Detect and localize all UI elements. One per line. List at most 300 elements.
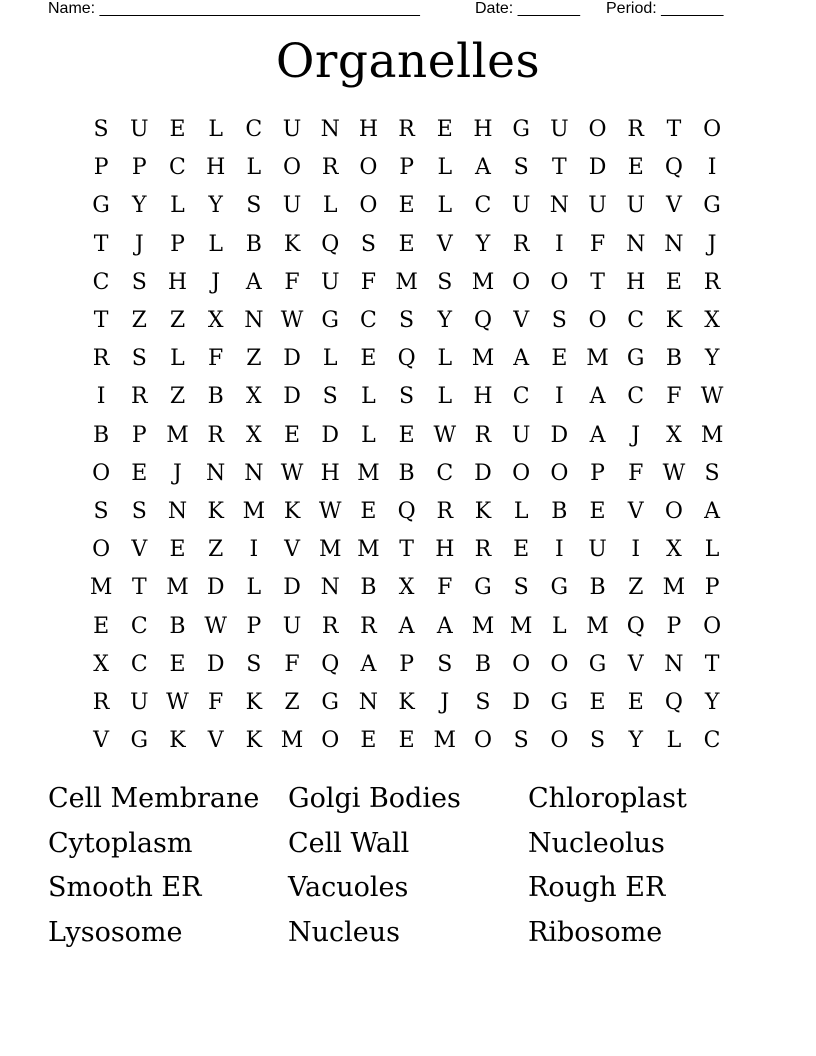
grid-row bbox=[82, 684, 732, 722]
grid-letter[interactable]: G bbox=[588, 651, 607, 677]
grid-letter[interactable]: M bbox=[586, 613, 609, 639]
grid-letter[interactable]: Z bbox=[131, 308, 147, 334]
grid-row bbox=[82, 455, 732, 493]
grid-letter[interactable]: I bbox=[554, 537, 564, 563]
grid-letter[interactable]: S bbox=[360, 231, 376, 257]
grid-letter[interactable]: E bbox=[360, 728, 377, 754]
grid-letter[interactable]: E bbox=[360, 346, 377, 372]
grid-letter[interactable]: Y bbox=[208, 193, 223, 219]
grid-letter[interactable]: S bbox=[93, 498, 109, 524]
grid-letter[interactable]: W bbox=[700, 384, 724, 410]
grid-letter[interactable]: K bbox=[474, 498, 492, 524]
grid-letter[interactable]: G bbox=[512, 117, 530, 143]
grid-letter[interactable]: M bbox=[586, 346, 609, 372]
grid-letter[interactable]: E bbox=[398, 231, 415, 257]
grid-letter[interactable]: U bbox=[282, 613, 302, 639]
grid-letter[interactable]: E bbox=[398, 193, 415, 219]
grid-letter[interactable]: L bbox=[361, 384, 376, 410]
grid-letter[interactable]: Y bbox=[132, 193, 147, 219]
grid-letter[interactable]: U bbox=[282, 193, 302, 219]
grid-letter[interactable]: V bbox=[513, 308, 530, 334]
grid-letter[interactable]: X bbox=[246, 384, 262, 410]
grid-letter[interactable]: P bbox=[170, 231, 185, 257]
grid-letter[interactable]: P bbox=[399, 651, 414, 677]
grid-letter[interactable]: T bbox=[666, 117, 682, 143]
grid-letter[interactable]: S bbox=[246, 193, 262, 219]
grid-letter[interactable]: H bbox=[473, 117, 493, 143]
grid-letter[interactable]: H bbox=[626, 269, 646, 295]
date-field[interactable]: Date: _______ bbox=[475, 0, 580, 17]
grid-letter[interactable]: S bbox=[437, 651, 453, 677]
grid-letter[interactable]: R bbox=[321, 155, 339, 181]
grid-letter[interactable]: C bbox=[130, 613, 148, 639]
grid-letter[interactable]: V bbox=[436, 231, 453, 257]
grid-letter[interactable]: C bbox=[474, 193, 492, 219]
grid-letter[interactable]: F bbox=[666, 384, 682, 410]
grid-letter[interactable]: Q bbox=[473, 308, 492, 334]
grid-letter[interactable]: R bbox=[474, 537, 492, 563]
grid-letter[interactable]: Z bbox=[628, 575, 644, 601]
grid-letter[interactable]: E bbox=[169, 537, 186, 563]
grid-letter[interactable]: E bbox=[284, 422, 301, 448]
grid-letter[interactable]: I bbox=[249, 537, 259, 563]
grid-letter[interactable]: E bbox=[627, 689, 644, 715]
grid-letter[interactable]: O bbox=[359, 155, 378, 181]
grid-letter[interactable]: D bbox=[321, 422, 340, 448]
grid-letter[interactable]: E bbox=[360, 498, 377, 524]
grid-letter[interactable]: N bbox=[244, 460, 264, 486]
grid-letter[interactable]: A bbox=[360, 651, 377, 677]
grid-letter[interactable]: N bbox=[320, 575, 340, 601]
grid-letter[interactable]: S bbox=[513, 155, 529, 181]
grid-letter[interactable]: G bbox=[321, 308, 339, 334]
grid-letter[interactable]: W bbox=[204, 613, 227, 639]
grid-letter[interactable]: G bbox=[550, 575, 569, 601]
grid-letter[interactable]: D bbox=[283, 384, 301, 410]
grid-letter[interactable]: G bbox=[474, 575, 492, 601]
grid-letter[interactable]: B bbox=[169, 613, 186, 639]
period-field[interactable]: Period: _______ bbox=[606, 0, 724, 17]
grid-letter[interactable]: H bbox=[473, 384, 493, 410]
grid-letter[interactable]: G bbox=[703, 193, 721, 219]
grid-letter[interactable]: O bbox=[512, 269, 531, 295]
grid-letter[interactable]: C bbox=[703, 728, 721, 754]
grid-letter[interactable]: A bbox=[436, 613, 453, 639]
word-bank-item: Smooth ER bbox=[48, 872, 202, 904]
grid-letter[interactable]: M bbox=[318, 537, 342, 563]
grid-letter[interactable]: X bbox=[666, 422, 682, 448]
grid-letter[interactable]: J bbox=[211, 269, 221, 295]
grid-letter[interactable]: T bbox=[552, 155, 567, 181]
grid-letter[interactable]: B bbox=[551, 498, 568, 524]
grid-letter[interactable]: M bbox=[433, 728, 457, 754]
grid-letter[interactable]: S bbox=[589, 728, 606, 754]
grid-letter[interactable]: J bbox=[173, 460, 182, 486]
grid-letter[interactable]: D bbox=[550, 422, 569, 448]
grid-letter[interactable]: F bbox=[360, 269, 377, 295]
grid-letter[interactable]: K bbox=[207, 498, 224, 524]
grid-letter[interactable]: J bbox=[440, 689, 450, 715]
grid-letter[interactable]: N bbox=[664, 651, 684, 677]
grid-letter[interactable]: M bbox=[357, 460, 380, 486]
grid-letter[interactable]: S bbox=[131, 498, 147, 524]
grid-letter[interactable]: M bbox=[471, 346, 495, 372]
grid-letter[interactable]: B bbox=[474, 651, 492, 677]
grid-letter[interactable]: A bbox=[475, 155, 491, 181]
word-bank-item: Nucleus bbox=[288, 916, 400, 948]
grid-letter[interactable]: H bbox=[167, 269, 188, 295]
grid-letter[interactable]: E bbox=[169, 117, 186, 143]
grid-letter[interactable]: O bbox=[550, 728, 569, 754]
grid-letter[interactable]: V bbox=[93, 728, 110, 754]
grid-letter[interactable]: B bbox=[665, 346, 682, 372]
grid-letter[interactable]: B bbox=[398, 460, 415, 486]
word-bank bbox=[48, 777, 768, 955]
grid-letter[interactable]: U bbox=[550, 117, 569, 143]
grid-letter[interactable]: U bbox=[511, 193, 531, 219]
grid-letter[interactable]: O bbox=[473, 728, 492, 754]
grid-letter[interactable]: N bbox=[320, 117, 340, 143]
grid-letter[interactable]: M bbox=[166, 575, 189, 601]
grid-letter[interactable]: Y bbox=[475, 231, 491, 257]
grid-letter[interactable]: I bbox=[96, 384, 106, 410]
grid-letter[interactable]: F bbox=[589, 231, 606, 257]
grid-letter[interactable]: O bbox=[588, 308, 607, 334]
grid-letter[interactable]: S bbox=[131, 346, 147, 372]
grid-letter[interactable]: D bbox=[588, 155, 607, 181]
grid-letter[interactable]: L bbox=[437, 155, 453, 181]
grid-letter[interactable]: T bbox=[704, 651, 720, 677]
grid-letter[interactable]: Q bbox=[321, 231, 340, 257]
grid-letter[interactable]: G bbox=[321, 689, 339, 715]
grid-letter[interactable]: P bbox=[399, 155, 414, 181]
grid-letter[interactable]: G bbox=[130, 728, 149, 754]
grid-letter[interactable]: N bbox=[358, 689, 379, 715]
grid-letter[interactable]: N bbox=[664, 231, 684, 257]
grid-letter[interactable]: U bbox=[320, 269, 340, 295]
grid-letter[interactable]: F bbox=[437, 575, 453, 601]
grid-letter[interactable]: U bbox=[130, 689, 149, 715]
grid-letter[interactable]: R bbox=[703, 269, 721, 295]
grid-letter[interactable]: Q bbox=[321, 651, 340, 677]
grid-letter[interactable]: I bbox=[631, 537, 641, 563]
grid-letter[interactable]: X bbox=[207, 308, 224, 334]
grid-letter[interactable]: O bbox=[703, 613, 722, 639]
grid-row bbox=[82, 569, 732, 607]
grid-letter[interactable]: W bbox=[318, 498, 342, 524]
grid-letter[interactable]: M bbox=[89, 575, 113, 601]
grid-letter[interactable]: B bbox=[93, 422, 110, 448]
grid-letter[interactable]: S bbox=[475, 689, 491, 715]
grid-letter[interactable]: A bbox=[589, 384, 606, 410]
grid-letter[interactable]: V bbox=[665, 193, 682, 219]
grid-letter[interactable]: E bbox=[131, 460, 148, 486]
grid-letter[interactable]: D bbox=[206, 651, 225, 677]
grid-letter[interactable]: M bbox=[471, 269, 495, 295]
grid-letter[interactable]: X bbox=[93, 651, 109, 677]
grid-letter[interactable]: T bbox=[399, 537, 414, 563]
grid-letter[interactable]: M bbox=[395, 269, 418, 295]
grid-letter[interactable]: S bbox=[513, 728, 529, 754]
grid-letter[interactable]: I bbox=[554, 384, 564, 410]
grid-letter[interactable]: K bbox=[245, 728, 263, 754]
grid-letter[interactable]: J bbox=[707, 231, 717, 257]
grid-letter[interactable]: K bbox=[169, 728, 186, 754]
grid-letter[interactable]: O bbox=[588, 117, 607, 143]
grid-letter[interactable]: D bbox=[206, 575, 225, 601]
grid-letter[interactable]: P bbox=[666, 613, 682, 639]
grid-letter[interactable]: K bbox=[665, 308, 683, 334]
grid-letter[interactable]: L bbox=[170, 346, 185, 372]
grid-letter[interactable]: J bbox=[631, 422, 641, 448]
grid-letter[interactable]: N bbox=[167, 498, 188, 524]
grid-letter[interactable]: R bbox=[512, 231, 530, 257]
grid-letter[interactable]: E bbox=[169, 651, 186, 677]
grid-letter[interactable]: M bbox=[700, 422, 724, 448]
grid-letter[interactable]: C bbox=[359, 308, 377, 334]
grid-letter[interactable]: C bbox=[512, 384, 530, 410]
grid-letter[interactable]: S bbox=[93, 117, 109, 143]
grid-letter[interactable]: G bbox=[92, 193, 110, 219]
grid-letter[interactable]: O bbox=[92, 537, 111, 563]
grid-letter[interactable]: R bbox=[321, 613, 339, 639]
grid-letter[interactable]: Z bbox=[284, 689, 300, 715]
grid-letter[interactable]: L bbox=[322, 193, 338, 219]
grid-letter[interactable]: L bbox=[437, 346, 453, 372]
grid-letter[interactable]: R bbox=[474, 422, 492, 448]
grid-letter[interactable]: S bbox=[399, 308, 415, 334]
grid-letter[interactable]: T bbox=[93, 308, 109, 334]
grid-letter[interactable]: F bbox=[284, 651, 300, 677]
grid-letter[interactable]: C bbox=[627, 308, 645, 334]
grid-letter[interactable]: M bbox=[471, 613, 495, 639]
grid-letter[interactable]: R bbox=[360, 613, 377, 639]
grid-letter[interactable]: B bbox=[589, 575, 606, 601]
grid-letter[interactable]: R bbox=[92, 346, 110, 372]
grid-letter[interactable]: C bbox=[130, 651, 148, 677]
grid-row bbox=[82, 607, 732, 645]
grid-letter[interactable]: Q bbox=[664, 155, 683, 181]
grid-letter[interactable]: Q bbox=[397, 346, 416, 372]
grid-letter[interactable]: K bbox=[245, 689, 263, 715]
grid-letter[interactable]: E bbox=[513, 537, 530, 563]
grid-letter[interactable]: L bbox=[361, 422, 376, 448]
grid-letter[interactable]: B bbox=[360, 575, 377, 601]
grid-letter[interactable]: E bbox=[665, 269, 682, 295]
grid-letter[interactable]: P bbox=[704, 575, 720, 601]
grid-letter[interactable]: X bbox=[246, 422, 262, 448]
grid-letter[interactable]: C bbox=[627, 384, 645, 410]
grid-letter[interactable]: V bbox=[284, 537, 300, 563]
grid-letter[interactable]: M bbox=[357, 537, 380, 563]
grid-letter[interactable]: A bbox=[589, 422, 606, 448]
grid-row bbox=[82, 302, 732, 340]
grid-letter[interactable]: S bbox=[399, 384, 415, 410]
grid-letter[interactable]: V bbox=[627, 498, 644, 524]
grid-letter[interactable]: E bbox=[551, 346, 568, 372]
grid-letter[interactable]: M bbox=[242, 498, 266, 524]
grid-letter[interactable]: S bbox=[704, 460, 720, 486]
grid-letter[interactable]: O bbox=[703, 117, 722, 143]
grid-letter[interactable]: L bbox=[246, 575, 262, 601]
grid-letter[interactable]: M bbox=[662, 575, 686, 601]
name-field[interactable]: Name: ____________________________________ bbox=[48, 0, 420, 17]
grid-letter[interactable]: P bbox=[246, 613, 262, 639]
grid-letter[interactable]: L bbox=[208, 231, 223, 257]
grid-letter[interactable]: O bbox=[550, 651, 569, 677]
grid-letter[interactable]: G bbox=[550, 689, 569, 715]
grid-letter[interactable]: K bbox=[283, 231, 301, 257]
grid-letter[interactable]: U bbox=[130, 117, 149, 143]
grid-letter[interactable]: F bbox=[208, 346, 224, 372]
grid-letter[interactable]: T bbox=[131, 575, 147, 601]
grid-letter[interactable]: C bbox=[92, 269, 110, 295]
grid-letter[interactable]: W bbox=[662, 460, 686, 486]
grid-letter[interactable]: E bbox=[589, 689, 606, 715]
grid-letter[interactable]: P bbox=[93, 155, 109, 181]
grid-letter[interactable]: L bbox=[704, 537, 720, 563]
grid-letter[interactable]: L bbox=[666, 728, 682, 754]
grid-letter[interactable]: L bbox=[437, 384, 453, 410]
grid-letter[interactable]: H bbox=[206, 155, 226, 181]
grid-letter[interactable]: J bbox=[134, 231, 144, 257]
grid-letter[interactable]: E bbox=[627, 155, 644, 181]
grid-letter[interactable]: S bbox=[322, 384, 338, 410]
grid-letter[interactable]: Z bbox=[246, 346, 262, 372]
grid-letter[interactable]: W bbox=[433, 422, 457, 448]
grid-letter[interactable]: K bbox=[283, 498, 301, 524]
grid-letter[interactable]: L bbox=[513, 498, 529, 524]
grid-letter[interactable]: C bbox=[245, 117, 263, 143]
grid-letter[interactable]: R bbox=[436, 498, 454, 524]
grid-letter[interactable]: G bbox=[626, 346, 645, 372]
grid-letter[interactable]: F bbox=[284, 269, 300, 295]
grid-letter[interactable]: X bbox=[704, 308, 720, 334]
grid-letter[interactable]: R bbox=[207, 422, 224, 448]
grid-letter[interactable]: H bbox=[435, 537, 455, 563]
grid-letter[interactable]: C bbox=[436, 460, 454, 486]
grid-letter[interactable]: L bbox=[170, 193, 185, 219]
grid-letter[interactable]: K bbox=[398, 689, 415, 715]
grid-letter[interactable]: O bbox=[283, 155, 302, 181]
grid-letter[interactable]: Y bbox=[704, 689, 720, 715]
grid-letter[interactable]: V bbox=[627, 651, 644, 677]
grid-letter[interactable]: P bbox=[131, 422, 147, 448]
grid-letter[interactable]: O bbox=[359, 193, 378, 219]
grid-letter[interactable]: C bbox=[169, 155, 186, 181]
grid-letter[interactable]: X bbox=[398, 575, 415, 601]
grid-letter[interactable]: S bbox=[437, 269, 453, 295]
grid-letter[interactable]: W bbox=[166, 689, 189, 715]
grid-letter[interactable]: D bbox=[512, 689, 530, 715]
grid-letter[interactable]: W bbox=[280, 460, 304, 486]
grid-letter[interactable]: T bbox=[93, 231, 109, 257]
grid-letter[interactable]: A bbox=[704, 498, 721, 524]
grid-letter[interactable]: U bbox=[282, 117, 302, 143]
grid-letter[interactable]: N bbox=[206, 460, 226, 486]
grid-letter[interactable]: U bbox=[588, 193, 607, 219]
grid-letter[interactable]: R bbox=[398, 117, 415, 143]
grid-letter[interactable]: N bbox=[626, 231, 646, 257]
grid-letter[interactable]: V bbox=[131, 537, 148, 563]
grid-letter[interactable]: O bbox=[664, 498, 683, 524]
grid-letter[interactable]: M bbox=[166, 422, 189, 448]
grid-letter[interactable]: U bbox=[626, 193, 645, 219]
grid-letter[interactable]: E bbox=[93, 613, 110, 639]
grid-letter[interactable]: M bbox=[280, 728, 304, 754]
grid-letter[interactable]: H bbox=[358, 117, 378, 143]
grid-letter[interactable]: Y bbox=[437, 308, 453, 334]
grid-letter[interactable]: L bbox=[322, 346, 338, 372]
grid-letter[interactable]: E bbox=[436, 117, 453, 143]
grid-letter[interactable]: Q bbox=[664, 689, 683, 715]
grid-letter[interactable]: E bbox=[589, 498, 606, 524]
grid-letter[interactable]: R bbox=[627, 117, 644, 143]
grid-letter[interactable]: X bbox=[666, 537, 682, 563]
grid-letter[interactable]: S bbox=[513, 575, 529, 601]
grid-letter[interactable]: E bbox=[398, 422, 415, 448]
grid-letter[interactable]: L bbox=[246, 155, 262, 181]
grid-letter[interactable]: Y bbox=[704, 346, 720, 372]
grid-letter[interactable]: M bbox=[509, 613, 533, 639]
grid-letter[interactable]: R bbox=[130, 384, 148, 410]
grid-letter[interactable]: O bbox=[512, 460, 531, 486]
grid-letter[interactable]: E bbox=[398, 728, 415, 754]
grid-letter[interactable]: W bbox=[280, 308, 304, 334]
grid-letter[interactable]: U bbox=[511, 422, 531, 448]
grid-letter[interactable]: V bbox=[207, 728, 224, 754]
grid-letter[interactable]: Y bbox=[628, 728, 643, 754]
grid-letter[interactable]: U bbox=[588, 537, 607, 563]
grid-letter[interactable]: D bbox=[283, 575, 301, 601]
grid-letter[interactable]: Q bbox=[397, 498, 416, 524]
grid-letter[interactable]: Z bbox=[169, 384, 186, 410]
grid-letter[interactable]: F bbox=[628, 460, 644, 486]
grid-letter[interactable]: S bbox=[551, 308, 567, 334]
grid-letter[interactable]: P bbox=[131, 155, 147, 181]
grid-letter[interactable]: N bbox=[244, 308, 264, 334]
grid-letter[interactable]: S bbox=[131, 269, 147, 295]
grid-letter[interactable]: Z bbox=[169, 308, 186, 334]
grid-letter[interactable]: O bbox=[512, 651, 531, 677]
grid-letter[interactable]: O bbox=[321, 728, 340, 754]
grid-letter[interactable]: I bbox=[707, 155, 717, 181]
grid-letter[interactable]: L bbox=[437, 193, 453, 219]
grid-letter[interactable]: L bbox=[208, 117, 223, 143]
grid-letter[interactable]: Q bbox=[626, 613, 645, 639]
grid-letter[interactable]: A bbox=[398, 613, 415, 639]
grid-letter[interactable]: P bbox=[590, 460, 605, 486]
grid-letter[interactable]: S bbox=[246, 651, 262, 677]
grid-letter[interactable]: A bbox=[245, 269, 262, 295]
grid-letter[interactable]: B bbox=[207, 384, 224, 410]
grid-letter[interactable]: O bbox=[92, 460, 111, 486]
grid-letter[interactable]: R bbox=[92, 689, 110, 715]
grid-letter[interactable]: B bbox=[245, 231, 262, 257]
grid-letter[interactable]: O bbox=[550, 460, 569, 486]
grid-letter[interactable]: Z bbox=[208, 537, 224, 563]
grid-letter[interactable]: T bbox=[590, 269, 605, 295]
grid-letter[interactable]: D bbox=[283, 346, 301, 372]
grid-letter[interactable]: F bbox=[208, 689, 224, 715]
grid-letter[interactable]: I bbox=[554, 231, 564, 257]
grid-letter[interactable]: O bbox=[550, 269, 569, 295]
grid-letter[interactable]: H bbox=[320, 460, 340, 486]
grid-letter[interactable]: D bbox=[474, 460, 492, 486]
grid-letter[interactable]: N bbox=[549, 193, 569, 219]
grid-letter[interactable]: A bbox=[513, 346, 530, 372]
grid-letter[interactable]: L bbox=[552, 613, 567, 639]
